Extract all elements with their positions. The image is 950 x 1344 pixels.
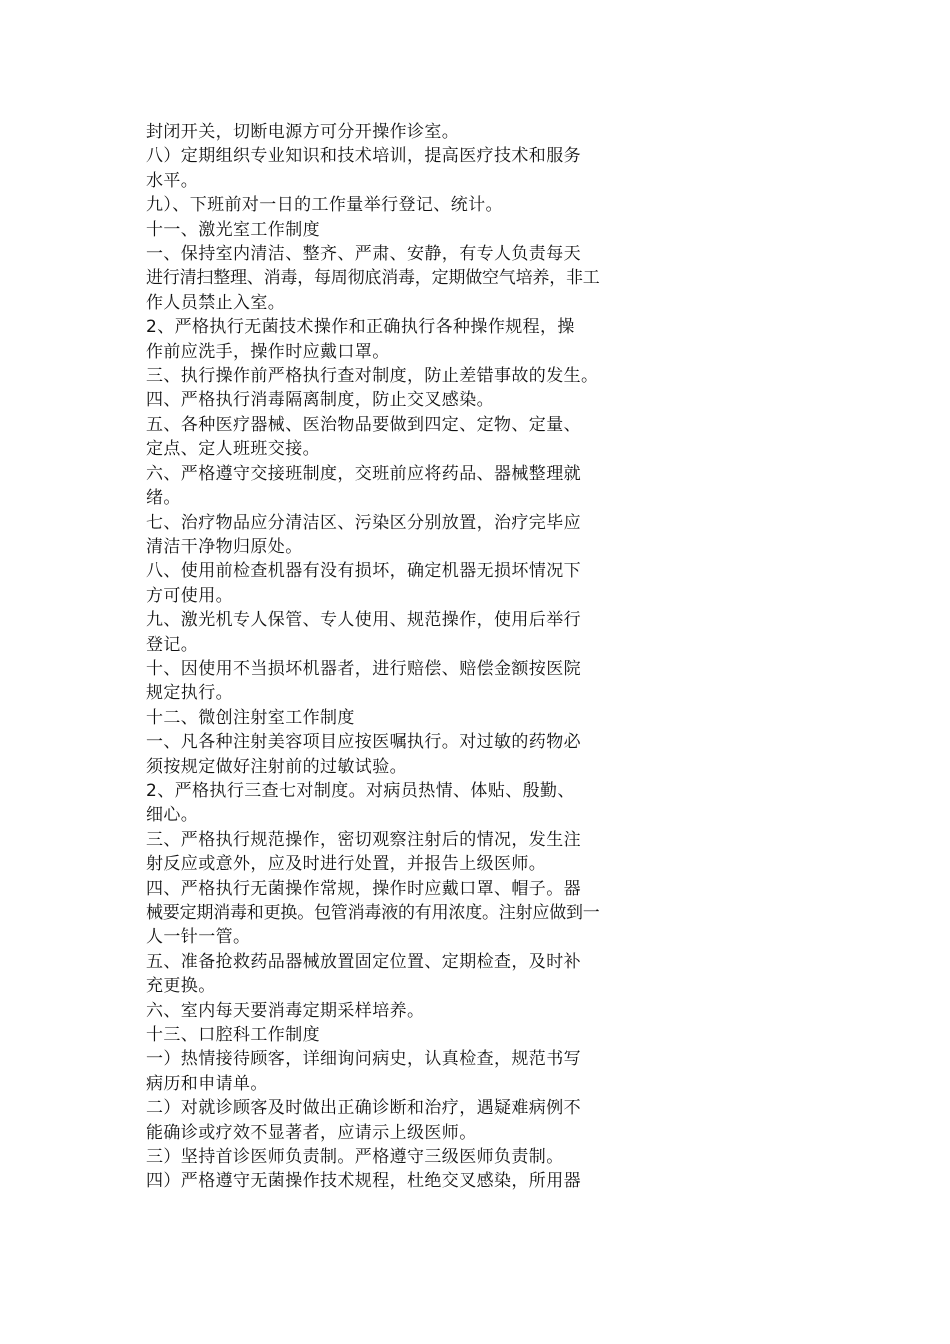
text-line: 二）对就诊顾客及时做出正确诊断和治疗，遇疑难病例不 — [146, 1098, 581, 1119]
text-line: 一）热情接待顾客，详细询问病史，认真检查，规范书写 — [146, 1049, 581, 1070]
text-line: 作前应洗手，操作时应戴口罩。 — [146, 341, 390, 362]
text-line: 五、准备抢救药品器械放置固定位置、定期检查，及时补 — [146, 951, 581, 972]
text-line: 十、因使用不当损坏机器者，进行赔偿、赔偿金额按医院 — [146, 658, 581, 679]
text-line: 封闭开关，切断电源方可分开操作诊室。 — [146, 122, 460, 142]
text-line: 四、严格执行消毒隔离制度，防止交叉感染。 — [146, 390, 494, 411]
text-line: 充更换。 — [146, 976, 216, 997]
text-line: 登记。 — [146, 634, 199, 655]
text-line: 规定执行。 — [146, 683, 233, 704]
text-line: 定点、定人班班交接。 — [146, 439, 320, 460]
text-line: 射反应或意外，应及时进行处置，并报告上级医师。 — [146, 854, 547, 875]
text-line: 进行清扫整理、消毒，每周彻底消毒，定期做空气培养，非工 — [146, 268, 600, 289]
text-line: 三、执行操作前严格执行查对制度，防止差错事故的发生。 — [146, 366, 599, 387]
document-page — [146, 120, 686, 1194]
text-line: 三、严格执行规范操作，密切观察注射后的情况，发生注 — [146, 829, 581, 850]
text-line: 四、严格执行无菌操作常规，操作时应戴口罩、帽子。器 — [146, 878, 581, 899]
text-line: 作人员禁止入室。 — [146, 292, 286, 313]
text-line: 一、凡各种注射美容项目应按医嘱执行。对过敏的药物必 — [146, 732, 581, 753]
text-line: 须按规定做好注射前的过敏试验。 — [146, 756, 407, 777]
text-line: 七、治疗物品应分清洁区、污染区分别放置，治疗完毕应 — [146, 512, 581, 533]
text-line: 方可使用。 — [146, 585, 233, 606]
text-line: 九、激光机专人保管、专人使用、规范操作，使用后举行 — [146, 610, 581, 631]
section-heading: 十二、微创注射室工作制度 — [146, 707, 355, 728]
text-line: 六、室内每天要消毒定期采样培养。 — [146, 1000, 425, 1021]
text-line: 2、严格执行三查七对制度。对病员热情、体贴、殷勤、 — [146, 780, 575, 801]
section-heading: 十一、激光室工作制度 — [146, 219, 320, 240]
text-line: 2、严格执行无菌技术操作和正确执行各种操作规程，操 — [146, 317, 575, 338]
text-line: 八）定期组织专业知识和技术培训，提高医疗技术和服务 — [146, 146, 581, 167]
text-line: 六、严格遵守交接班制度，交班前应将药品、器械整理就 — [146, 463, 581, 484]
text-line: 五、各种医疗器械、医治物品要做到四定、定物、定量、 — [146, 414, 581, 435]
text-line: 三）坚持首诊医师负责制。严格遵守三级医师负责制。 — [146, 1147, 564, 1168]
text-line: 四）严格遵守无菌操作技术规程，杜绝交叉感染，所用器 — [146, 1171, 581, 1192]
text-line: 绪。 — [146, 488, 181, 509]
text-line: 械要定期消毒和更换。包管消毒液的有用浓度。注射应做到一 — [146, 903, 600, 923]
text-line: 人一针一管。 — [146, 927, 251, 948]
text-line: 水平。 — [146, 170, 199, 191]
text-line: 九）、下班前对一日的工作量举行登记、统计。 — [146, 195, 503, 216]
text-line: 一、保持室内清洁、整齐、严肃、安静，有专人负责每天 — [146, 244, 581, 265]
text-line: 病历和申请单。 — [146, 1073, 268, 1094]
text-line: 能确诊或疗效不显著者，应请示上级医师。 — [146, 1122, 477, 1143]
text-line: 八、使用前检查机器有没有损坏，确定机器无损坏情况下 — [146, 561, 581, 582]
text-line: 清洁干净物归原处。 — [146, 536, 303, 557]
section-heading: 十三、口腔科工作制度 — [146, 1025, 320, 1046]
text-line: 细心。 — [146, 805, 199, 826]
